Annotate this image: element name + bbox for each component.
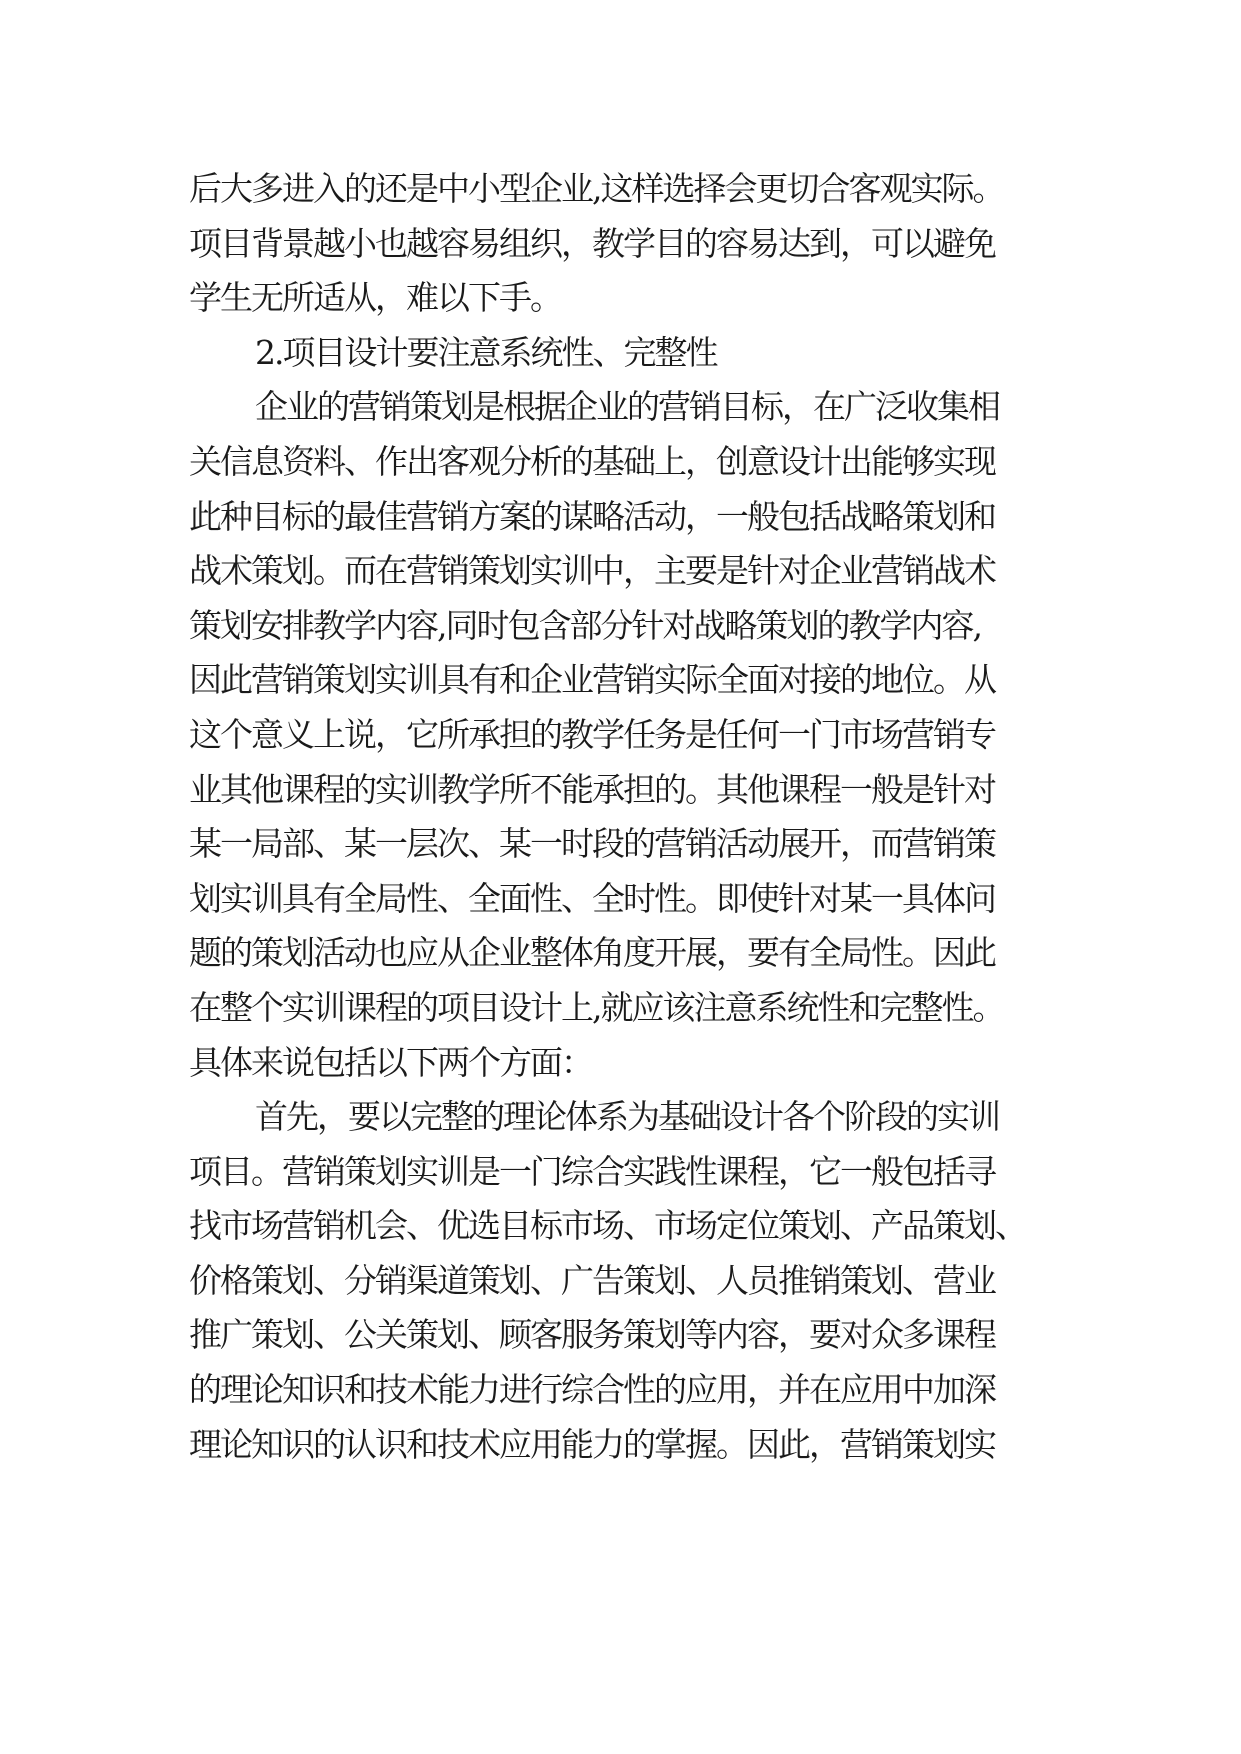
text-line: 后大多进入的还是中小型企业,这样选择会更切合客观实际。 — [189, 169, 1004, 208]
text-line: 的理论知识和技术能力进行综合性的应用，并在应用中加深 — [189, 1370, 995, 1410]
text-line: 具体来说包括以下两个方面： — [189, 1042, 592, 1082]
text-line: 因此营销策划实训具有和企业营销实际全面对接的地位。从 — [189, 660, 995, 700]
text-line: 找市场营销机会、优选目标市场、市场定位策划、产品策划、 — [189, 1206, 1026, 1246]
text-line: 项目背景越小也越容易组织，教学目的容易达到，可以避免 — [189, 223, 995, 263]
text-line: 学生无所适从，难以下手。 — [189, 278, 561, 318]
text-line: 关信息资料、作出客观分析的基础上，创意设计出能够实现 — [189, 441, 995, 481]
text-line: 2.项目设计要注意系统性、完整性 — [255, 332, 717, 372]
text-line: 企业的营销策划是根据企业的营销目标，在广泛收集相 — [255, 387, 999, 427]
text-line: 首先，要以完整的理论体系为基础设计各个阶段的实训 — [255, 1097, 999, 1137]
text-line: 战术策划。而在营销策划实训中，主要是针对企业营销战术 — [189, 551, 995, 591]
text-line: 在整个实训课程的项目设计上,就应该注意系统性和完整性。 — [189, 987, 1004, 1027]
text-line: 此种目标的最佳营销方案的谋略活动，一般包括战略策划和 — [189, 496, 995, 536]
text-line: 这个意义上说，它所承担的教学任务是任何一门市场营销专 — [189, 714, 995, 754]
text-line: 价格策划、分销渠道策划、广告策划、人员推销策划、营业 — [189, 1260, 995, 1300]
body-text — [189, 162, 1089, 1472]
text-line: 理论知识的认识和技术应用能力的掌握。因此，营销策划实 — [189, 1424, 995, 1464]
text-line: 题的策划活动也应从企业整体角度开展，要有全局性。因此 — [189, 933, 995, 973]
text-line: 某一局部、某一层次、某一时段的营销活动展开，而营销策 — [189, 824, 995, 864]
text-line: 业其他课程的实训教学所不能承担的。其他课程一般是针对 — [189, 769, 995, 809]
text-line: 策划安排教学内容,同时包含部分针对战略策划的教学内容, — [189, 605, 981, 645]
text-line: 项目。营销策划实训是一门综合实践性课程，它一般包括寻 — [189, 1151, 995, 1191]
text-line: 划实训具有全局性、全面性、全时性。即使针对某一具体问 — [189, 878, 995, 918]
text-line: 推广策划、公关策划、顾客服务策划等内容，要对众多课程 — [189, 1315, 995, 1355]
